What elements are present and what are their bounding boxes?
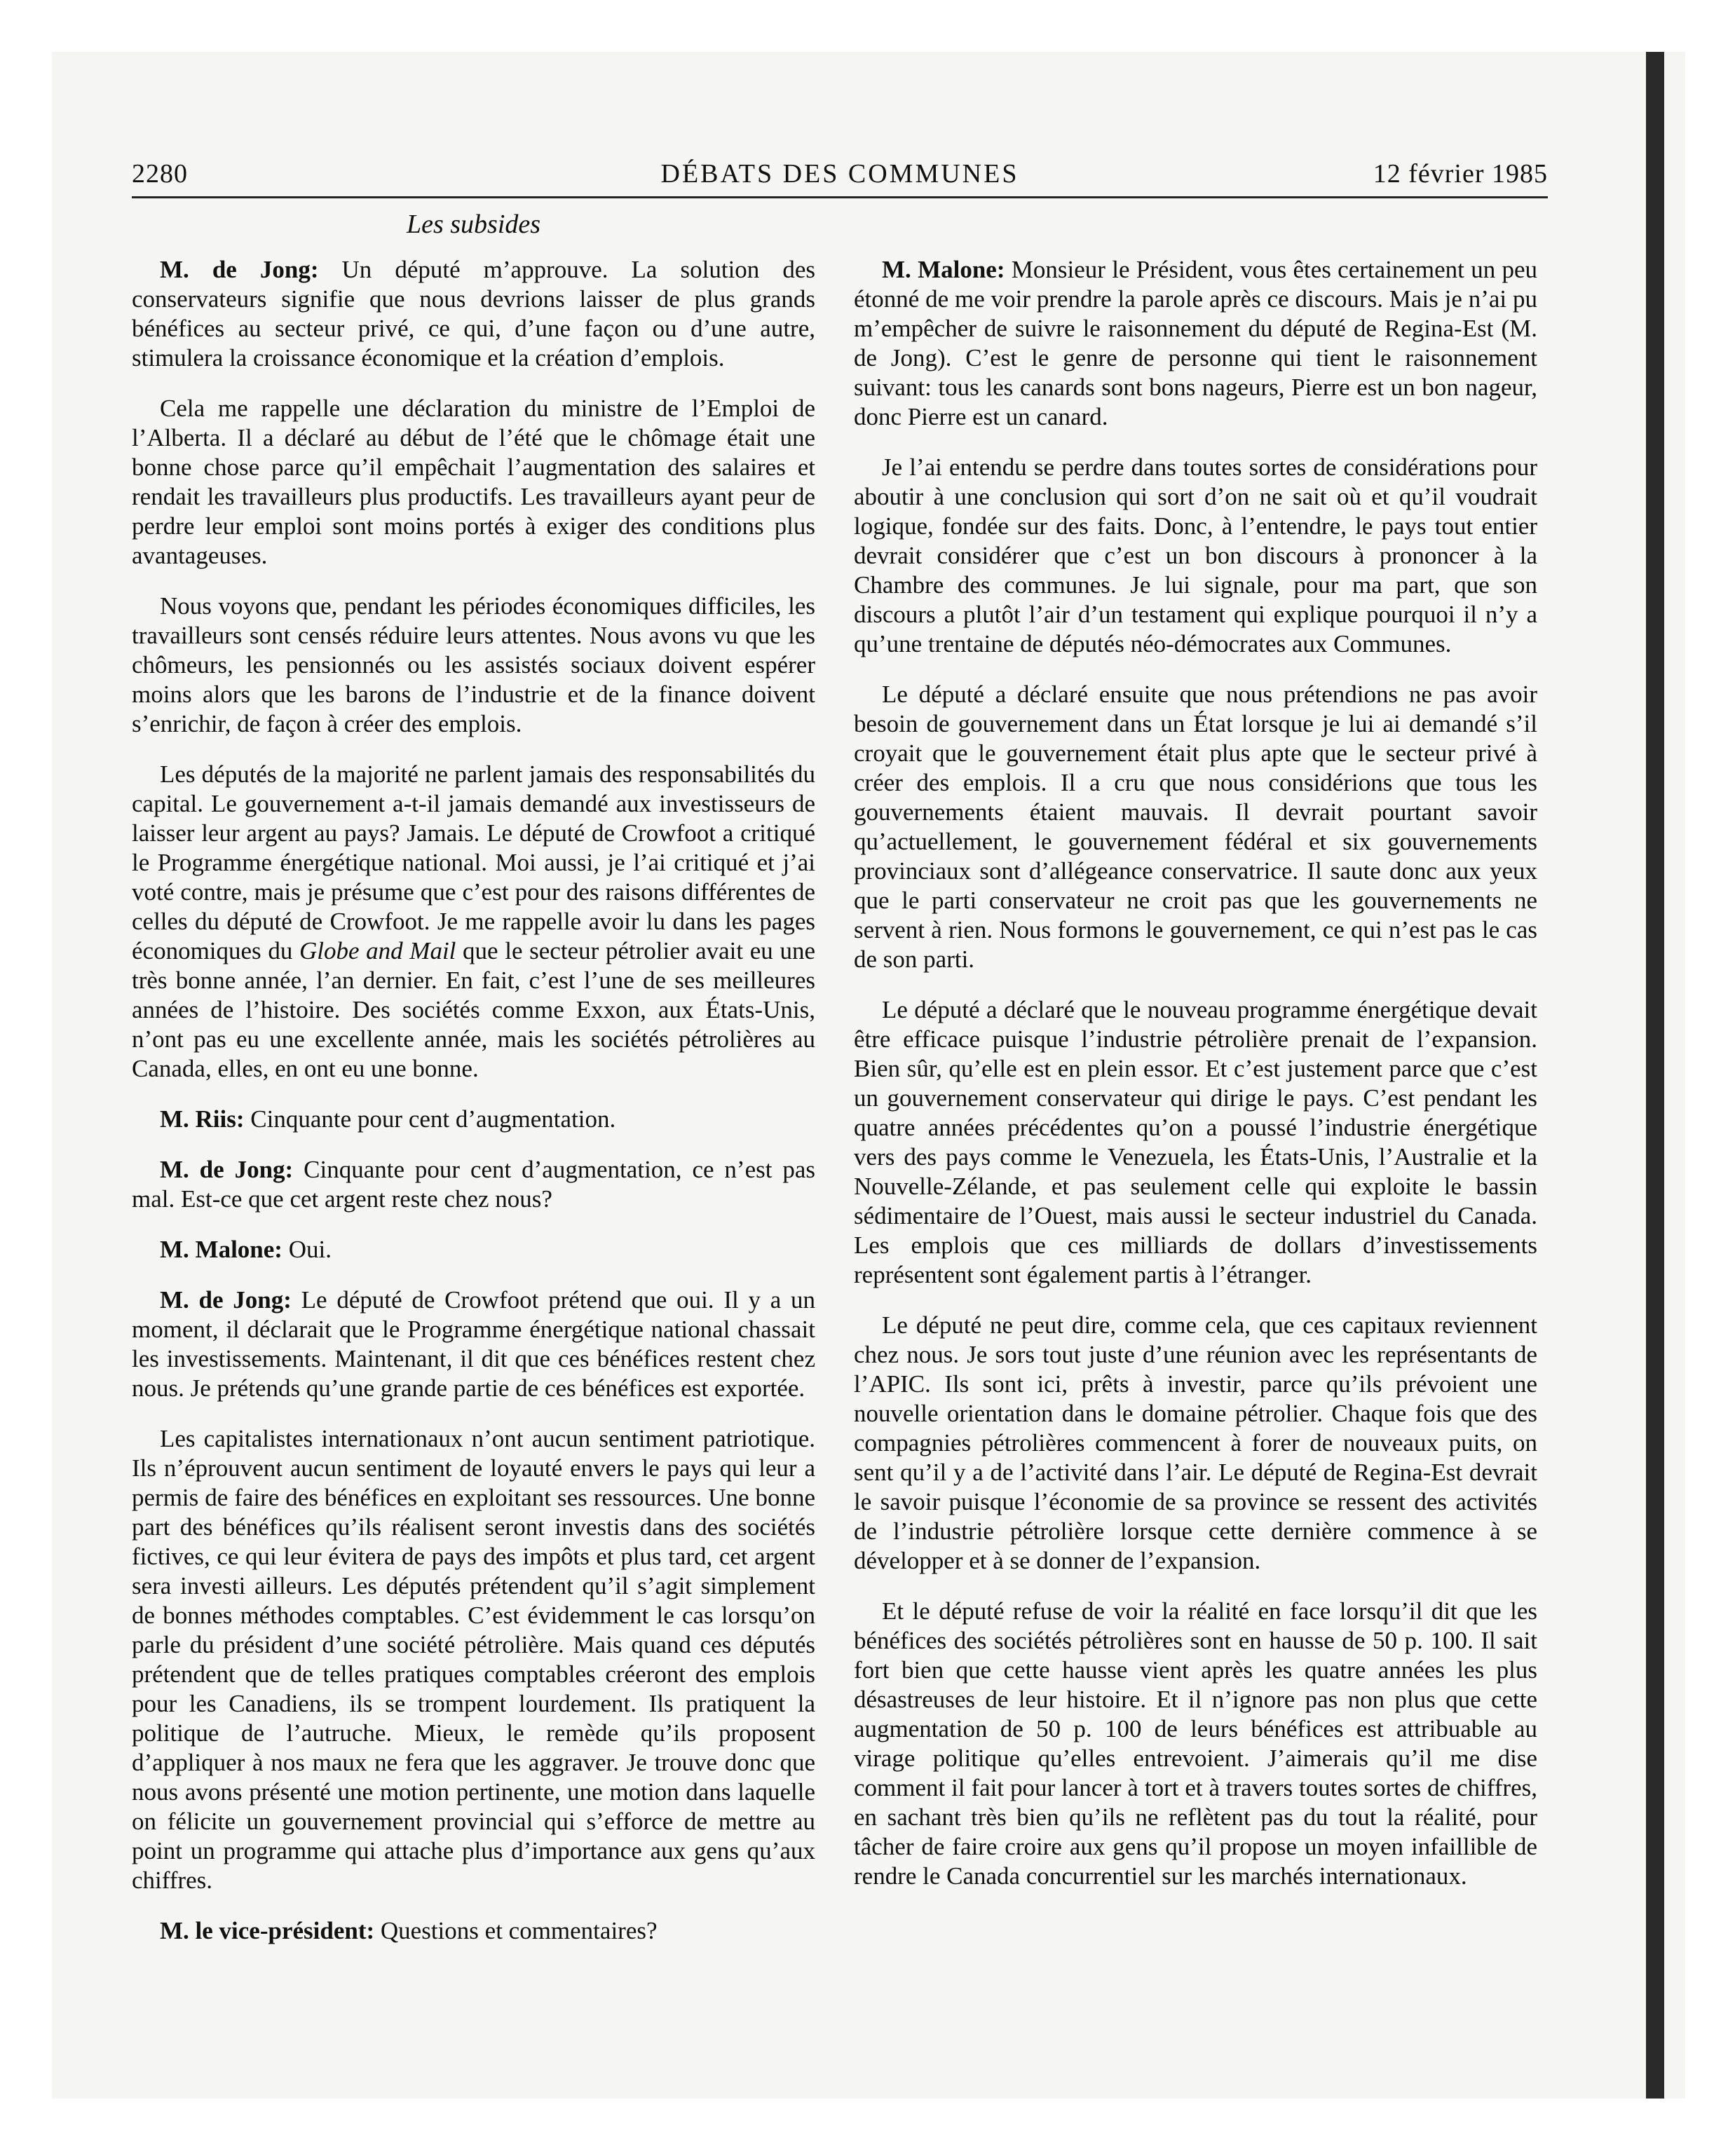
left-column: [132, 255, 815, 1967]
paragraph: [132, 1155, 815, 1214]
paragraph: [132, 1424, 815, 1895]
paragraph-text: Cela me rappelle une déclaration du ministre de l’Emploi de l’Alberta. Il a déclaré au début de l’été que le chômage était une bonne chose parce qu’il empêchait l’augmentation des salaires et rendait les travailleurs plus productifs. Les travailleurs ayant peur de perdre leur emploi sont moins portés à exiger des conditions plus avantageuses.: [132, 395, 815, 569]
paragraph: [132, 1285, 815, 1403]
paragraph-text: Un député m’approuve. La solution des conservateurs signifie que nous devrions laisser de plus grands bénéfices au secteur privé, ce qui, d’une façon ou d’une autre, stimulera la croissance économique et la création d’emplois.: [132, 256, 815, 371]
speaker-name: M. Riis:: [160, 1105, 245, 1133]
paragraph: [132, 255, 815, 373]
speaker-name: M. de Jong:: [160, 1156, 294, 1183]
header-date: 12 février 1985: [1373, 159, 1548, 189]
speaker-name: M. Malone:: [882, 256, 1005, 283]
paragraph-text: Le député a déclaré ensuite que nous prétendions ne pas avoir besoin de gouvernement dans un État lorsque je lui ai demandé s’il croyait que le gouvernement était plus apte que le secteur privé à créer des emplois. Il a cru que nous considérions que tous les gouvernements étaient mauvais. Il devrait pourtant savoir qu’actuellement, le gouvernement fédéral et six gouvernements provinciaux sont d’allégeance conservatrice. Il saute donc aux yeux que le parti conservateur ne croit pas que les gouvernements ne servent à rien. Nous formons le gouvernement, ce qui n’est pas le cas de son parti.: [854, 681, 1537, 973]
page-number: 2280: [132, 159, 188, 189]
page-header: [132, 156, 1548, 198]
paragraph-text: Cinquante pour cent d’augmentation.: [244, 1105, 616, 1133]
paragraph-text: Le député ne peut dire, comme cela, que ces capitaux reviennent chez nous. Je sors tout juste d’une réunion avec les représentants de l’APIC. Ils sont ici, prêts à investir, parce qu’ils prévoient une nouvelle orientation dans le domaine pétrolier. Chaque fois que des compagnies pétrolières commencent à forer de nouveaux puits, on sent qu’il y a de l’activité dans l’air. Le député de Regina-Est devrait le savoir puisque l’économie de sa province se ressent des activités de l’industrie pétrolière lorsque cette dernière commence à se développer et à se donner de l’expansion.: [854, 1311, 1537, 1574]
paragraph-text: Les capitalistes internationaux n’ont aucun sentiment patriotique. Ils n’éprouvent aucun sentiment de loyauté envers le pays qui leur a permis de faire des bénéfices en exploitant ses ressources. Une bonne part des bénéfices qu’ils réalisent seront investis dans des sociétés fictives, ce qui leur évitera de pays des impôts et plus tard, cet argent sera investi ailleurs. Les députés prétendent qu’il s’agit simplement de bonnes méthodes comptables. C’est évidemment le cas lorsqu’on parle du président d’une société pétrolière. Mais quand ces députés prétendent que de telles pratiques comptables créeront des emplois pour les Canadiens, ils se trompent lourdement. Ils pratiquent la politique de l’autruche. Mieux, le remède qu’ils proposent d’appliquer à nos maux ne fera que les aggraver. Je trouve donc que nous avons présenté une motion pertinente, une motion dans laquelle on félicite un gouvernement provincial qui s’efforce de mettre au point un programme qui attache plus d’importance aux gens qu’aux chiffres.: [132, 1425, 815, 1894]
paragraph-text: Oui.: [282, 1236, 332, 1263]
journal-title: DÉBATS DES COMMUNES: [660, 159, 1019, 189]
speaker-name: M. le vice-président:: [160, 1917, 375, 1944]
paragraph: [854, 995, 1537, 1290]
right-column: [854, 255, 1537, 1912]
paragraph: [854, 1597, 1537, 1891]
section-title: Les subsides: [406, 210, 541, 239]
scan-edge-bar: [1646, 52, 1664, 2099]
paragraph-text: Je l’ai entendu se perdre dans toutes sortes de considérations pour aboutir à une conclusion qui sort d’on ne sait où et qu’il voudrait logique, fondée sur des faits. Donc, à l’entendre, le pays tout entier devrait considérer que c’est un bon discours à prononcer à la Chambre des communes. Je lui signale, pour ma part, que son discours a plutôt l’air d’un testament qui explique pourquoi il n’y a qu’une trentaine de députés néo-démocrates aux Communes.: [854, 453, 1537, 657]
speaker-name: M. de Jong:: [160, 256, 319, 283]
paragraph-text: Les députés de la majorité ne parlent jamais des responsabilités du capital. Le gouvernement a-t-il jamais demandé aux investisseurs de laisser leur argent au pays? Jamais. Le député de Crowfoot a critiqué le Programme énergétique national. Moi aussi, je l’ai critiqué et j’ai voté contre, mais je présume que c’est pour des raisons différentes de celles du député de Crowfoot. Je me rappelle avoir lu dans les pages économiques du: [132, 760, 815, 964]
paragraph-text: Cinquante pour cent d’augmentation, ce n’est pas mal. Est-ce que cet argent reste chez nous?: [132, 1156, 816, 1213]
paragraph-text: Le député a déclaré que le nouveau programme énergétique devait être efficace puisque l’industrie pétrolière prenait de l’expansion. Bien sûr, qu’elle est en plein essor. Et c’est justement parce que c’est un gouvernement conservateur qui dirige le pays. C’est pendant les quatre années précédentes qu’on a poussé l’industrie énergétique vers des pays comme le Venezuela, les États-Unis, l’Australie et la Nouvelle-Zélande, et pas seulement celle qui exploite le bassin sédimentaire de l’Ouest, mais aussi le secteur industriel du Canada. Les emplois que ces milliards de dollars d’investissements représentent sont également partis à l’étranger.: [854, 996, 1537, 1288]
speaker-name: M. Malone:: [160, 1236, 283, 1263]
paragraph: [132, 1105, 815, 1134]
paragraph: [132, 1235, 815, 1264]
paragraph-text: Le député de Crowfoot prétend que oui. Il y a un moment, il déclarait que le Programme énergétique national chassait les investissements. Maintenant, il dit que ces bénéfices restent chez nous. Je prétends qu’une grande partie de ces bénéfices est exportée.: [132, 1286, 815, 1402]
paragraph: [132, 592, 815, 739]
paragraph-text: Et le député refuse de voir la réalité en face lorsqu’il dit que les bénéfices des sociétés pétrolières sont en hausse de 50 p. 100. Il sait fort bien que cette hausse vient après les quatre années les plus désastreuses de leur histoire. Et il n’ignore pas non plus que cette augmentation de 50 p. 100 de leurs bénéfices est attribuable au virage politique qu’elles entrevoient. J’aimerais qu’il me dise comment il fait pour lancer à tort et à travers toutes sortes de chiffres, en sachant très bien qu’ils ne reflètent pas du tout la réalité, pour tâcher de faire croire aux gens qu’il propose un moyen infaillible de rendre le Canada concurrentiel sur les marchés internationaux.: [854, 1597, 1537, 1890]
paragraph-text: Nous voyons que, pendant les périodes économiques difficiles, les travailleurs sont censés réduire leurs attentes. Nous avons vu que les chômeurs, les pensionnés ou les assistés sociaux doivent espérer moins alors que les barons de l’industrie et de la finance doivent s’enrichir, de façon à créer des emplois.: [132, 592, 815, 737]
paragraph: [132, 760, 815, 1084]
paragraph: [132, 1916, 815, 1946]
paragraph: [132, 394, 815, 571]
paragraph: [854, 453, 1537, 659]
paragraph: [854, 680, 1537, 974]
paragraph-text: Questions et commentaires?: [374, 1917, 658, 1944]
newspaper-title: Globe and Mail: [299, 937, 456, 964]
paragraph: [854, 255, 1537, 432]
paragraph-text: que le secteur pétrolier avait eu une très bonne année, l’an dernier. En fait, c’est l’une de ses meilleures années de l’histoire. Des sociétés comme Exxon, aux États-Unis, n’ont pas eu une excellente année, mais les sociétés pétrolières au Canada, elles, en ont eu une bonne.: [132, 937, 815, 1082]
paragraph-text: Monsieur le Président, vous êtes certainement un peu étonné de me voir prendre la parole après ce discours. Mais je n’ai pu m’empêcher de suivre le raisonnement du député de Regina-Est (M. de Jong). C’est le genre de personne qui tient le raisonnement suivant: tous les canards sont bons nageurs, Pierre est un bon nageur, donc Pierre est un canard.: [854, 256, 1538, 430]
speaker-name: M. de Jong:: [160, 1286, 292, 1314]
paragraph: [854, 1311, 1537, 1576]
